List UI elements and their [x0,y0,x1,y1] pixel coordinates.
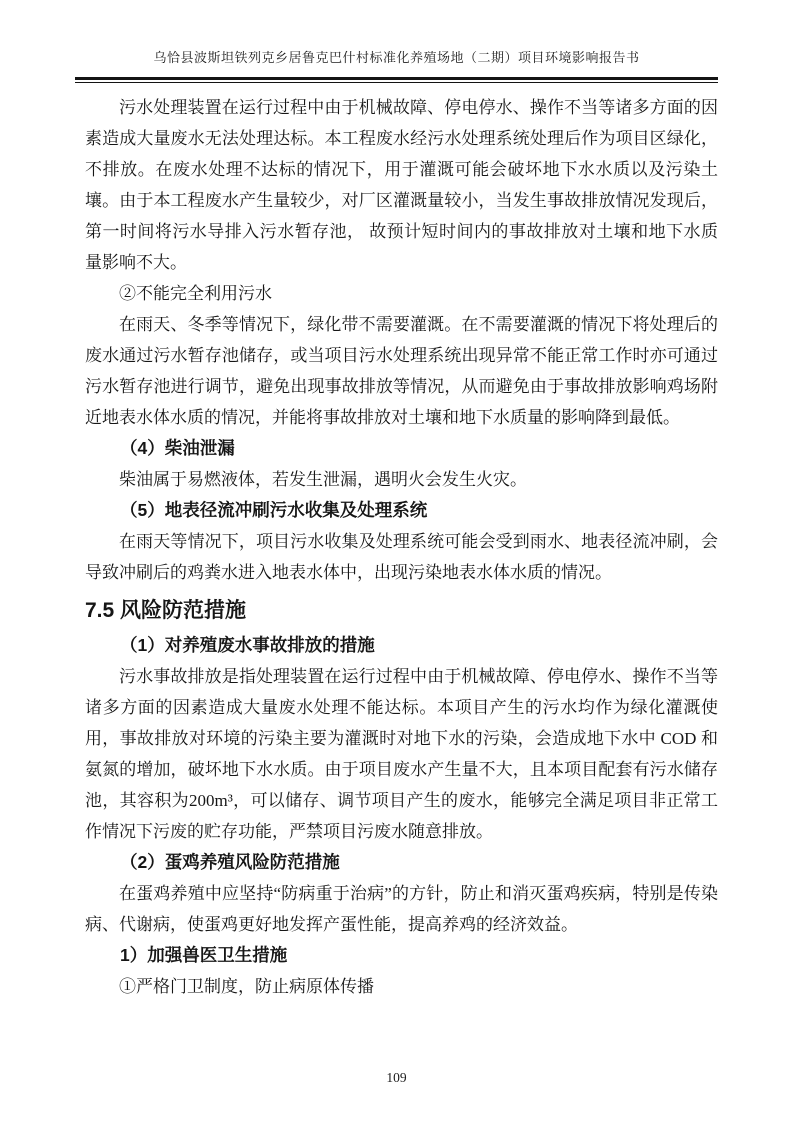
paragraph: 在雨天、冬季等情况下，绿化带不需要灌溉。在不需要灌溉的情况下将处理后的废水通过污水暂存池储存，或当项目污水处理系统出现异常不能正常工作时亦可通过污水暂存池进行调节，避免出现事故排放等情况，从而避免由于事故排放影响鸡场附近地表水体水质的情况，并能将事故排放对土壤和地下水质量的影响降到最低。 [85,314,718,427]
section-heading-7-5: 7.5 风险防范措施 [85,598,247,622]
paragraph: 污水事故排放是指处理装置在运行过程中由于机械故障、停电停水、操作不当等诸多方面的因素造成大量废水处理不能达标。本项目产生的污水均作为绿化灌溉使用，事故排放对环境的污染主要为灌溉时对地下水的污染，会造成地下水中 COD 和氨氮的增加，破坏地下水水质。由于项目废水产生量不大，且本项目配套有污水储存池，其容积为200m³，可以储存、调节项目产生的废水，能够完全满足项目非正常工作情况下污废的贮存功能，严禁项目污废水随意排放。 [85,666,718,841]
page-number: 109 [386,1070,407,1085]
header-double-rule [75,77,718,83]
paragraph: ①严格门卫制度，防止病原体传播 [119,976,374,996]
sub-heading-laying-hen-risk-prevention: （2）蛋鸡养殖风险防范措施 [120,851,340,872]
paragraph: 柴油属于易燃液体，若发生泄漏，遇明火会发生火灾。 [119,469,527,489]
sub-heading-wastewater-accident-measures: （1）对养殖废水事故排放的措施 [120,634,375,655]
paragraph: 污水处理装置在运行过程中由于机械故障、停电停水、操作不当等诸多方面的因素造成大量废水无法处理达标。本工程废水经污水处理系统处理后作为项目区绿化，不排放。在废水处理不达标的情况下，用于灌溉可能会破坏地下水水质以及污染土壤。由于本工程废水产生量较少，对厂区灌溉量较小，当发生事故排放情况发现后，第一时间将污水导排入污水暂存池， 故预计短时间内的事故排放对土壤和地下水质量影响不大。 [85,97,718,272]
sub-heading-veterinary-hygiene: 1）加强兽医卫生措施 [120,944,288,965]
header-rule-thin-line [75,82,718,83]
sub-heading-diesel-leak: （4）柴油泄漏 [120,437,235,458]
paragraph: 在蛋鸡养殖中应坚持“防病重于治病”的方针，防止和消灭蛋鸡疾病，特别是传染病、代谢病，使蛋鸡更好地发挥产蛋性能，提高养鸡的经济效益。 [85,883,718,934]
document-body [85,92,718,1002]
paragraph: 在雨天等情况下，项目污水收集及处理系统可能会受到雨水、地表径流冲刷，会导致冲刷后的鸡粪水进入地表水体中，出现污染地表水体水质的情况。 [85,531,718,582]
header-rule-thick-line [75,77,718,80]
paragraph: ②不能完全利用污水 [119,283,272,303]
sub-heading-surface-runoff: （5）地表径流冲刷污水收集及处理系统 [120,499,428,520]
running-header-title: 乌恰县波斯坦铁列克乡居鲁克巴什村标准化养殖场地（二期）项目环境影响报告书 [153,50,640,65]
